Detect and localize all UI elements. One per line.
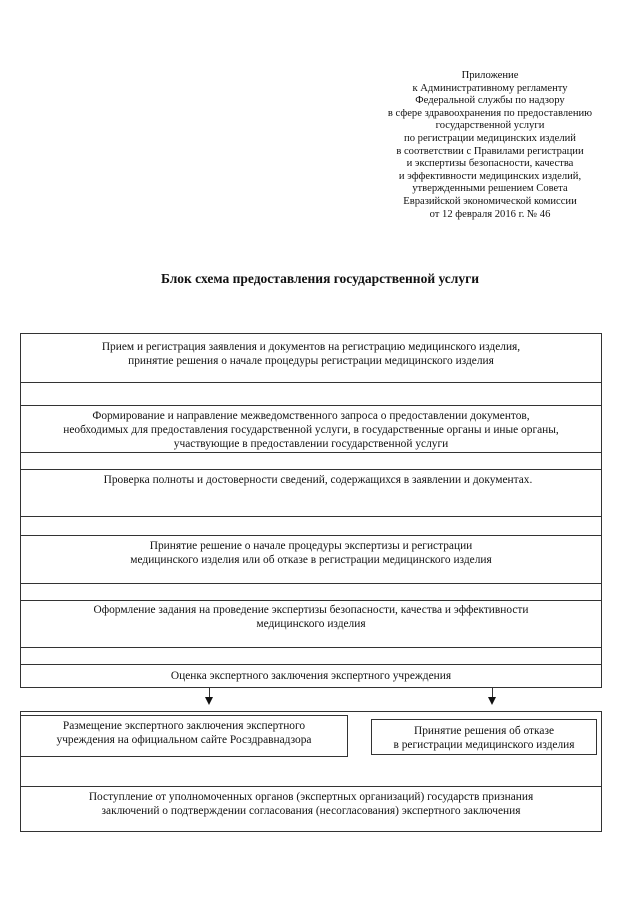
- step-text: учреждения на официальном сайте Росздравнадзора: [56, 734, 312, 746]
- step-text: Оформление задания на проведение экспертизы безопасности, качества и эффективности: [93, 604, 529, 616]
- appendix-line: утвержденными решением Совета: [412, 183, 568, 195]
- appendix-line: по регистрации медицинских изделий: [404, 132, 576, 144]
- step-verification-box: [20, 469, 602, 517]
- step-text: в регистрации медицинского изделия: [393, 739, 575, 751]
- branch-line-left: [209, 688, 210, 697]
- step-text: Прием и регистрация заявления и документов на регистрацию медицинского изделия,: [101, 341, 521, 353]
- step-text: Проверка полноты и достоверности сведений, содержащихся в заявлении и документах.: [103, 474, 533, 486]
- step-text: участвующие в предоставлении государственной услуги: [173, 438, 449, 450]
- step-decision-box: [20, 535, 602, 584]
- appendix-line: Федеральной службы по надзору: [415, 95, 565, 107]
- appendix-line: государственной услуги: [435, 120, 545, 132]
- appendix-line: в сфере здравоохранения по предоставлению: [387, 107, 593, 119]
- step-text: Принятие решения об отказе: [413, 725, 555, 737]
- step-text: Оценка экспертного заключения экспертного учреждения: [170, 670, 452, 682]
- step-publication-box: [20, 715, 348, 757]
- connector-box: [20, 382, 602, 406]
- side-line-right: [601, 711, 602, 786]
- appendix-header: [360, 70, 620, 221]
- connector-box: [20, 583, 602, 601]
- appendix-line: к Административному регламенту: [412, 82, 568, 94]
- appendix-line: Приложение: [461, 70, 519, 81]
- appendix-line: и экспертизы безопасности, качества: [406, 158, 574, 170]
- appendix-line: от 12 февраля 2016 г. № 46: [429, 208, 551, 220]
- step-text: Формирование и направление межведомственного запроса о предоставлении документов,: [92, 410, 530, 422]
- step-text: Принятие решение о начале процедуры экспертизы и регистрации: [149, 540, 473, 552]
- connector-box: [20, 516, 602, 536]
- step-text: медицинского изделия: [256, 618, 366, 630]
- connector-box: [20, 452, 602, 470]
- page-title: Блок схема предоставления государственной услуги: [160, 271, 480, 286]
- arrow-down-icon: [205, 697, 213, 705]
- connector-box: [20, 647, 602, 665]
- step-text: необходимых для предоставления государственной услуги, в государственные органы и иные органы,: [63, 424, 559, 436]
- branch-line-right: [492, 688, 493, 697]
- step-refusal-box: [371, 719, 597, 755]
- step-text: медицинского изделия или об отказе в регистрации медицинского изделия: [130, 554, 492, 566]
- step-evaluation-box: [20, 664, 602, 688]
- step-text: принятие решения о начале процедуры регистрации медицинского изделия: [128, 355, 494, 367]
- appendix-line: и эффективности медицинских изделий,: [398, 170, 582, 182]
- step-assignment-box: [20, 600, 602, 648]
- step-recognition-box: [20, 786, 602, 832]
- step-reception-box: [20, 333, 602, 383]
- appendix-line: в соответствии с Правилами регистрации: [396, 145, 584, 157]
- arrow-down-icon: [488, 697, 496, 705]
- step-text: Размещение экспертного заключения экспертного: [62, 720, 306, 732]
- divider-line: [20, 711, 602, 712]
- step-interagency-box: [20, 405, 602, 453]
- step-text: заключений о подтверждении согласования (несогласования) экспертного заключения: [101, 805, 521, 817]
- appendix-line: Евразийской экономической комиссии: [403, 195, 577, 207]
- step-text: Поступление от уполномоченных органов (экспертных организаций) государств признания: [88, 791, 534, 803]
